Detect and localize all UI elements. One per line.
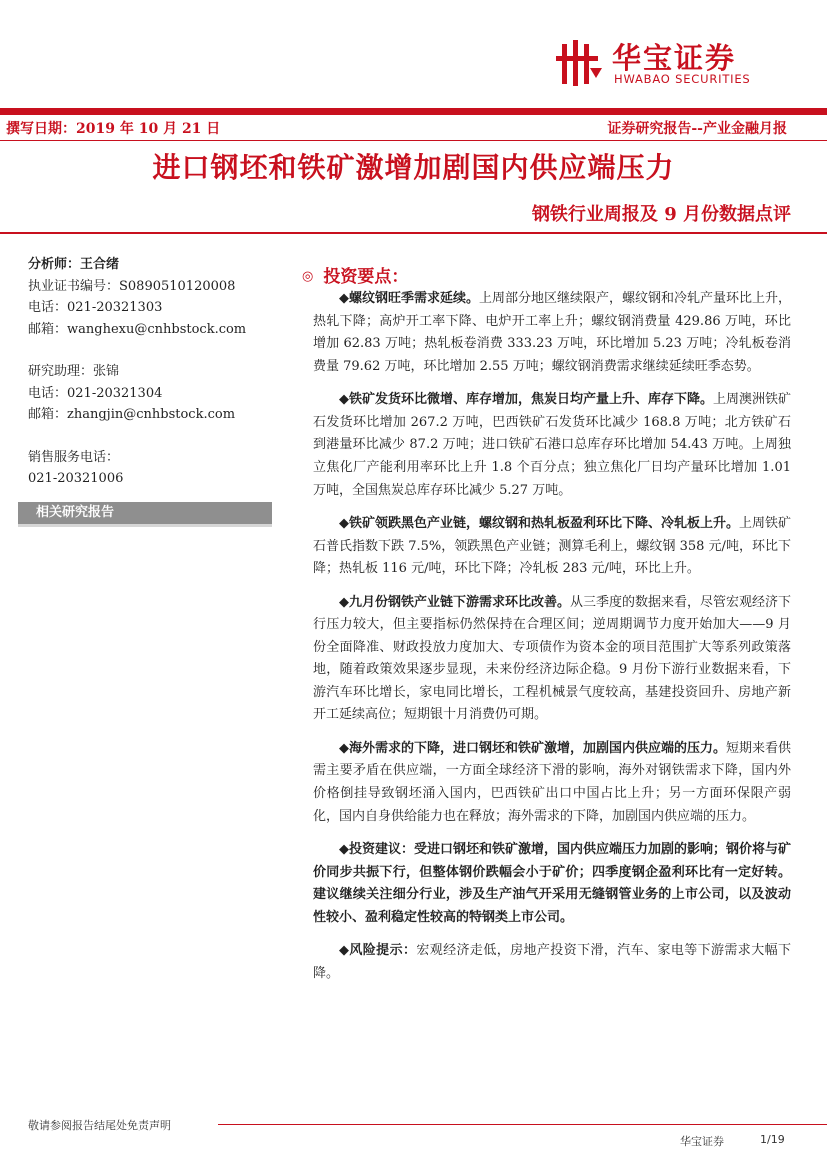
assistant-phone: 电话：021-20321304 (28, 385, 163, 401)
company-logo (556, 36, 796, 92)
highlights-heading-text: 投资要点： (323, 267, 409, 287)
paragraph-lead: ◆铁矿发货环比微增、库存增加，焦炭日均产量上升、库存下降。 (339, 392, 713, 408)
sales-phone: 021-20321006 (28, 471, 124, 486)
paragraph-body: 短期来看供需主要矛盾在供应端，一方面全球经济下滑的影响，海外对钢铁需求下降，国内外价格倒挂导致钢坯涌入国内，巴西铁矿出口中国占比上升；另一方面环保限产弱化，国内自身供给能力也在释放；海外需求的下降，加剧国内供应端的压力。 (313, 740, 792, 824)
analyst-name: 分析师：王合绪 (28, 257, 120, 272)
paragraph-body: 宏观经济走低，房地产投资下滑，汽车、家电等下游需求大幅下降。 (313, 943, 791, 981)
highlight-paragraph (313, 288, 791, 378)
paragraph-body: 从三季度的数据来看，尽管宏观经济下行压力较大，但主要指标仍然保持在合理区间；逆周期调节力度开始加大——9 月份全面降准、财政投放力度加大、专项债作为资本金的项目范围扩大等系列政策落地，随着政策效果逐步显现，未来份经济边际企稳。9 月份下游行业数据来看，下游汽车环比增长，家电同比增长，工程机械景气度较高，基建投资回升、房地产新开工延续高位；短期银十月消费仍可期。 (313, 594, 792, 723)
paragraph-lead: ◆铁矿领跌黑色产业链，螺纹钢和热轧板盈利环比下降、冷轧板上升。 (339, 515, 739, 531)
logo-english-name: HWABAO SECURITIES (614, 72, 751, 86)
header-divider (0, 140, 827, 141)
header-bar (0, 108, 827, 115)
assistant-email: 邮箱：zhangjin@cnhbstock.com (28, 407, 236, 422)
risk-warning (313, 940, 791, 985)
logo-chinese-name: 华宝证券 (612, 41, 737, 75)
hwabao-logo-icon (556, 38, 604, 88)
highlights-content (313, 288, 791, 996)
footer-divider (218, 1124, 827, 1125)
page-subtitle: 钢铁行业周报及 9 月份数据点评 (531, 204, 791, 225)
related-reports-header: 相关研究报告 (18, 502, 272, 524)
highlights-heading (302, 262, 408, 287)
investment-advice (313, 839, 791, 929)
report-date: 撰写日期：2019 年 10 月 21 日 (6, 121, 221, 137)
highlight-paragraph (313, 513, 791, 581)
paragraph-lead: ◆螺纹钢旺季需求延续。 (339, 291, 479, 306)
analyst-sidebar (28, 254, 278, 490)
paragraph-lead: ◆投资建议：受进口钢坯和铁矿激增，国内供应端压力加剧的影响；钢价将与矿价同步共振下行，但整体钢价跌幅会小于矿价；四季度钢企盈利环比有一定好转。建议继续关注细分行业，涉及生产油气开采用无缝钢管业务的上市公司，以及波动性较小、盈利稳定性较高的特钢类上市公司。 (313, 842, 791, 925)
title-divider (0, 232, 827, 234)
report-type: 证券研究报告--产业金融月报 (607, 121, 787, 137)
footer-company: 华宝证券 (680, 1135, 724, 1148)
paragraph-body: 上周澳洲铁矿石发货环比增加 267.2 万吨，巴西铁矿石发货环比减少 168.8 万吨；北方铁矿石到港量环比减少 87.2 万吨；进口铁矿石港口总库存环比增加 54.43 万吨。上周独立焦化厂产能利用率环比上升 1.8 个百分点；独立焦化厂日均产量环比增加 1.01 万吨，全国焦炭总库存环比减少 5.27 万吨。 (313, 392, 792, 498)
paragraph-lead: ◆海外需求的下降，进口钢坯和铁矿激增，加剧国内供应端的压力。 (339, 740, 726, 756)
paragraph-body: 上周部分地区继续限产，螺纹钢和冷轧产量环比上升，热轧下降；高炉开工率下降、电炉开工率上升；螺纹钢消费量 429.86 万吨，环比增加 62.83 万吨；热轧板卷消费 333.23 万吨，环比增加 5.23 万吨；冷轧板卷消费量 79.62 万吨，环比增加 2.55 万吨；螺纹钢消费需求继续延续旺季态势。 (313, 291, 792, 374)
paragraph-lead: ◆九月份钢铁产业链下游需求环比改善。 (339, 594, 570, 610)
disclaimer-note: 敬请参阅报告结尾处免责声明 (28, 1119, 171, 1132)
highlight-paragraph (313, 592, 791, 728)
assistant-name: 研究助理：张锦 (28, 364, 120, 379)
sales-label: 销售服务电话： (28, 449, 120, 465)
bullseye-icon: ◎ (302, 269, 314, 284)
page-title: 进口钢坯和铁矿激增加剧国内供应端压力 (152, 151, 675, 184)
highlight-paragraph (313, 389, 791, 502)
highlight-paragraph (313, 738, 791, 828)
page-number: 1/19 (760, 1133, 785, 1146)
paragraph-body: 上周铁矿石普氏指数下跌 7.5%，领跌黑色产业链；测算毛利上，螺纹钢 358 元/吨，环比下降；热轧板 116 元/吨，环比下降；冷轧板 283 元/吨，环比上升。 (313, 515, 792, 577)
analyst-license: 执业证书编号：S0890510120008 (28, 278, 236, 294)
analyst-phone: 电话：021-20321303 (28, 300, 163, 315)
analyst-email: 邮箱：wanghexu@cnhbstock.com (28, 321, 247, 337)
paragraph-lead: ◆风险提示： (339, 943, 417, 959)
